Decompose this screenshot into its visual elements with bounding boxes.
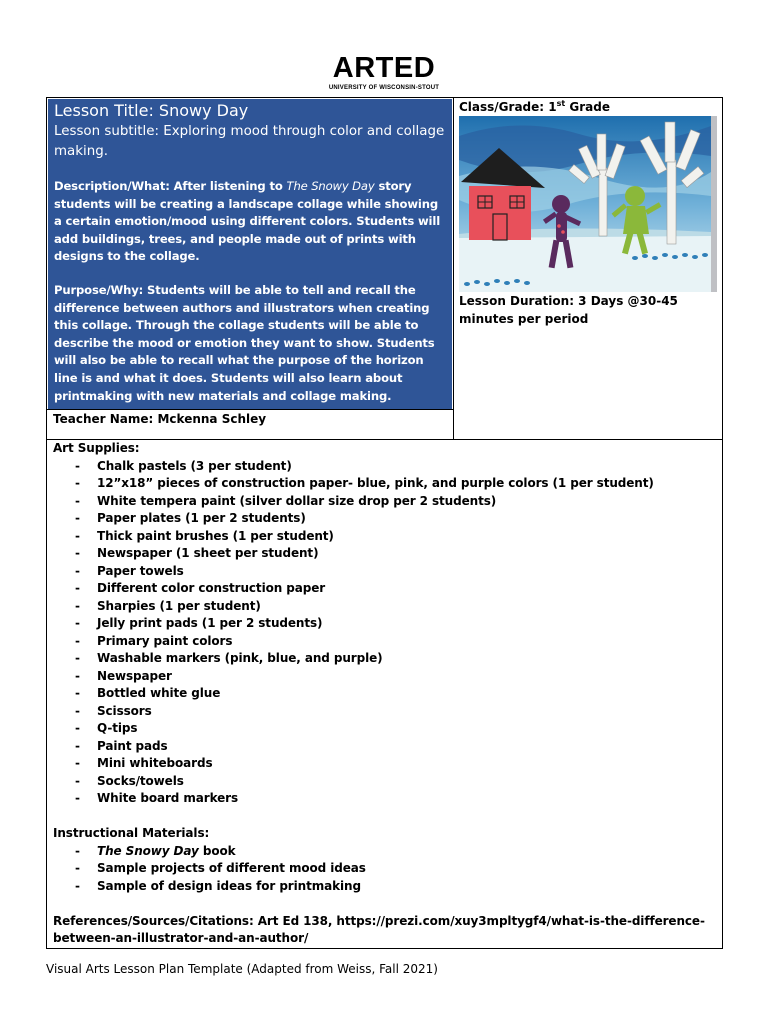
list-item: - Sample of design ideas for printmaking [53,878,717,896]
list-item: - White tempera paint (silver dollar size drop per 2 students) [53,493,717,511]
art-supplies-list [53,458,717,808]
list-item: - Q-tips [53,720,717,738]
lesson-plan-table [46,97,723,949]
logo-university: UNIVERSITY OF WISCONSIN-STOUT [328,85,440,91]
list-item: - Paper plates (1 per 2 students) [53,510,717,528]
column-divider [453,98,454,439]
list-item: - Thick paint brushes (1 per student) [53,528,717,546]
list-item: - Socks/towels [53,773,717,791]
class-grade [459,99,610,115]
list-item: - 12”x18” pieces of construction paper- blue, pink, and purple colors (1 per student) [53,475,717,493]
list-item [53,843,717,861]
list-item: - Sample projects of different mood ideas [53,860,717,878]
list-item: - Sharpies (1 per student) [53,598,717,616]
class-grade-ordinal: st [556,99,566,108]
instructional-materials-heading: Instructional Materials: [53,826,210,840]
lesson-duration: Lesson Duration: 3 Days @30-45 minutes per period [459,294,678,326]
arted-logo [320,52,448,92]
collage-illustration [459,116,717,292]
lesson-subtitle: Lesson subtitle: Exploring mood through color and collage making. [54,124,445,159]
description-text: story students will be creating a landscape collage while showing a certain emotion/mood using different colors. Students will add buildings, trees, and people made out of prints with designs to the collage. [54,179,441,264]
list-item: - Primary paint colors [53,633,717,651]
footer-note: Visual Arts Lesson Plan Template (Adapted from Weiss, Fall 2021) [46,962,438,976]
lesson-title: Lesson Title: Snowy Day [54,101,249,120]
class-grade-suffix: Grade [565,100,610,114]
book-suffix: book [198,843,236,858]
house [469,186,531,240]
list-item: - Paint pads [53,738,717,756]
sample-collage-image [459,116,717,292]
list-item: - Mini whiteboards [53,755,717,773]
teacher-name: Teacher Name: Mckenna Schley [53,412,267,426]
list-item: - Different color construction paper [53,580,717,598]
list-item: - Chalk pastels (3 per student) [53,458,717,476]
list-item: - Bottled white glue [53,685,717,703]
list-item: - Newspaper [53,668,717,686]
book-title: The Snowy Day [97,843,199,858]
instructional-materials-list [53,843,717,896]
list-item: - Washable markers (pink, blue, and purple) [53,650,717,668]
description-prefix: Description/What: After listening to [54,179,287,193]
logo-wordmark: ARTED [332,52,436,84]
description-book-title: The Snowy Day [286,179,375,193]
list-item: - White board markers [53,790,717,808]
references: References/Sources/Citations: Art Ed 138, https://prezi.com/xuy3mpltygf4/what-is-the-difference-between-an-illustrator-and-an-author/ [53,913,705,945]
list-item: - Jelly print pads (1 per 2 students) [53,615,717,633]
class-grade-label: Class/Grade: 1 [459,100,557,114]
lesson-overview-panel [48,99,452,409]
materials-section [53,440,717,948]
art-supplies-heading: Art Supplies: [53,441,140,455]
list-item: - Scissors [53,703,717,721]
list-item: - Newspaper (1 sheet per student) [53,545,717,563]
list-item: - Paper towels [53,563,717,581]
lesson-purpose: Purpose/Why: Students will be able to tell and recall the difference between authors and illustrators when creating this collage. Through the collage students will be able to describe the mood or emotion they want to show. Students will also be able to recall what the purpose of the horizon line is and what it does. Students will also learn about printmaking with new materials and collage making. [54,282,435,403]
lesson-description [54,178,446,266]
